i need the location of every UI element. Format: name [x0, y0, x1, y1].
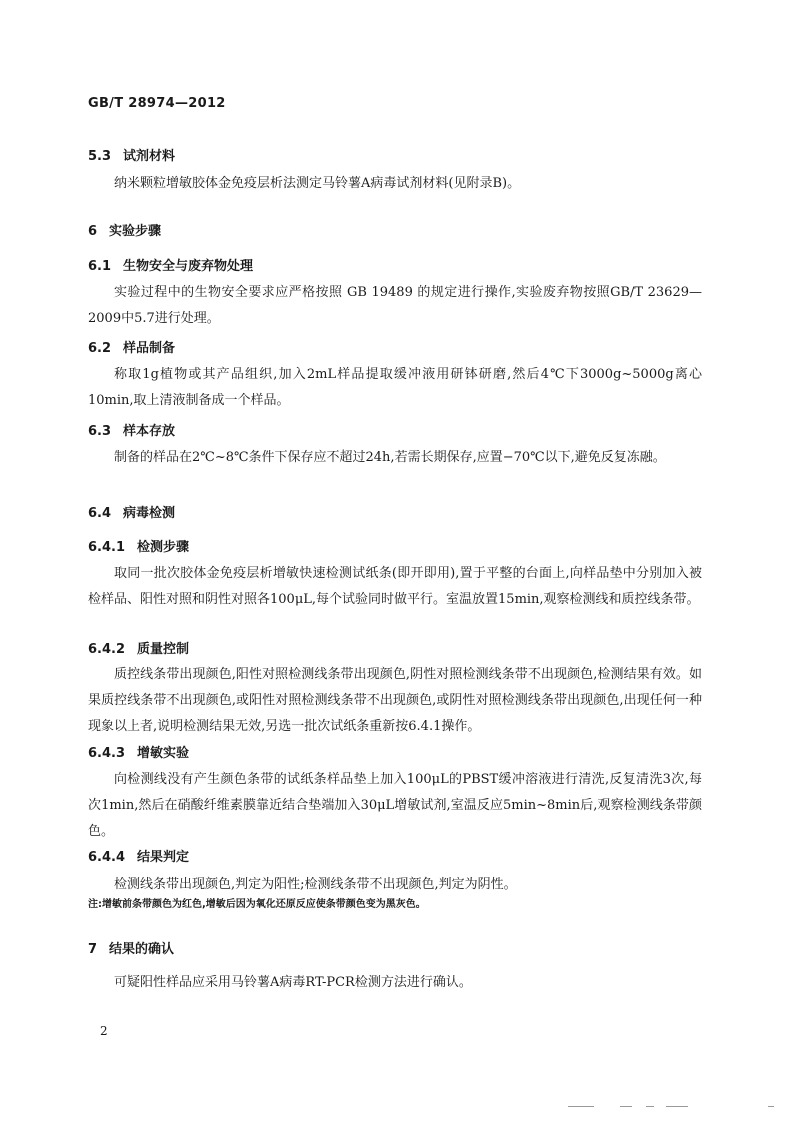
paragraph-5-3: 纳米颗粒增敏胶体金免疫层析法测定马铃薯A病毒试剂材料(见附录B)。 [114, 176, 521, 191]
section-number: 6.4.1 [88, 540, 126, 555]
section-number: 6.4.3 [88, 746, 126, 761]
section-heading-7 [88, 938, 174, 957]
section-heading-6-4-2 [88, 638, 189, 657]
section-number: 6.3 [88, 424, 112, 439]
section-number: 7 [88, 942, 98, 957]
section-number: 5.3 [88, 149, 112, 164]
section-heading-6 [88, 220, 161, 239]
section-number: 6.4 [88, 506, 112, 521]
section-number: 6.1 [88, 259, 112, 274]
paragraph-6-1: 实验过程中的生物安全要求应严格按照 GB 19489 的规定进行操作,实验废弃物按照GB/T 23629—2009中5.7进行处理。 [88, 285, 702, 326]
section-heading-6-4-3 [88, 742, 189, 761]
section-heading-6-2 [88, 337, 175, 356]
section-title: 试剂材料 [123, 149, 176, 164]
section-heading-6-4-4 [88, 846, 189, 865]
section-title: 生物安全与废弃物处理 [123, 259, 254, 274]
section-title: 样品制备 [123, 341, 176, 356]
note: 注:增敏前条带颜色为红色,增敏后因为氧化还原反应使条带颜色变为黑灰色。 [88, 899, 426, 910]
section-number: 6 [88, 224, 98, 239]
section-title: 检测步骤 [137, 540, 190, 555]
section-title: 病毒检测 [123, 506, 176, 521]
section-title: 结果判定 [137, 850, 190, 865]
section-heading-6-4 [88, 502, 175, 521]
section-heading-6-4-1 [88, 536, 189, 555]
paragraph-6-4-4: 检测线条带出现颜色,判定为阳性;检测线条带不出现颜色,判定为阴性。 [114, 877, 517, 892]
section-title: 实验步骤 [109, 224, 162, 239]
section-title: 样本存放 [123, 424, 176, 439]
paragraph-6-3: 制备的样品在2℃~8℃条件下保存应不超过24h,若需长期保存,应置−70℃以下,避免反复冻融。 [114, 450, 666, 465]
section-number: 6.2 [88, 341, 112, 356]
section-heading-6-3 [88, 420, 175, 439]
section-title: 质量控制 [137, 642, 190, 657]
section-title: 结果的确认 [109, 942, 175, 957]
section-heading-5-3 [88, 145, 175, 164]
section-heading-6-1 [88, 255, 253, 274]
section-number: 6.4.4 [88, 850, 126, 865]
section-title: 增敏实验 [137, 746, 190, 761]
standard-code: GB/T 28974—2012 [88, 96, 226, 111]
scan-artifact-marks [568, 1104, 788, 1110]
paragraph-7: 可疑阳性样品应采用马铃薯A病毒RT-PCR检测方法进行确认。 [114, 975, 472, 990]
section-number: 6.4.2 [88, 642, 126, 657]
paragraph-6-4-1: 取同一批次胶体金免疫层析增敏快速检测试纸条(即开即用),置于平整的台面上,向样品垫中分别加入被检样品、阳性对照和阴性对照各100μL,每个试验同时做平行。室温放置15min,观察检测线和质控线条带。 [88, 566, 702, 607]
paragraph-6-4-2: 质控线条带出现颜色,阳性对照检测线条带出现颜色,阴性对照检测线条带不出现颜色,检测结果有效。如果质控线条带不出现颜色,或阳性对照检测线条带不出现颜色,或阴性对照检测线条带出现颜色,出现任何一种现象以上者,说明检测结果无效,另选一批次试纸条重新按6.4.1操作。 [88, 667, 702, 734]
paragraph-6-2: 称取1g植物或其产品组织,加入2mL样品提取缓冲液用研钵研磨,然后4℃下3000g~5000g离心10min,取上清液制备成一个样品。 [88, 367, 702, 408]
paragraph-6-4-3: 向检测线没有产生颜色条带的试纸条样品垫上加入100μL的PBST缓冲溶液进行清洗,反复清洗3次,每次1min,然后在硝酸纤维素膜靠近结合垫端加入30μL增敏试剂,室温反应5min~8min后,观察检测线条带颜色。 [88, 772, 702, 839]
page-number: 2 [100, 1024, 108, 1038]
